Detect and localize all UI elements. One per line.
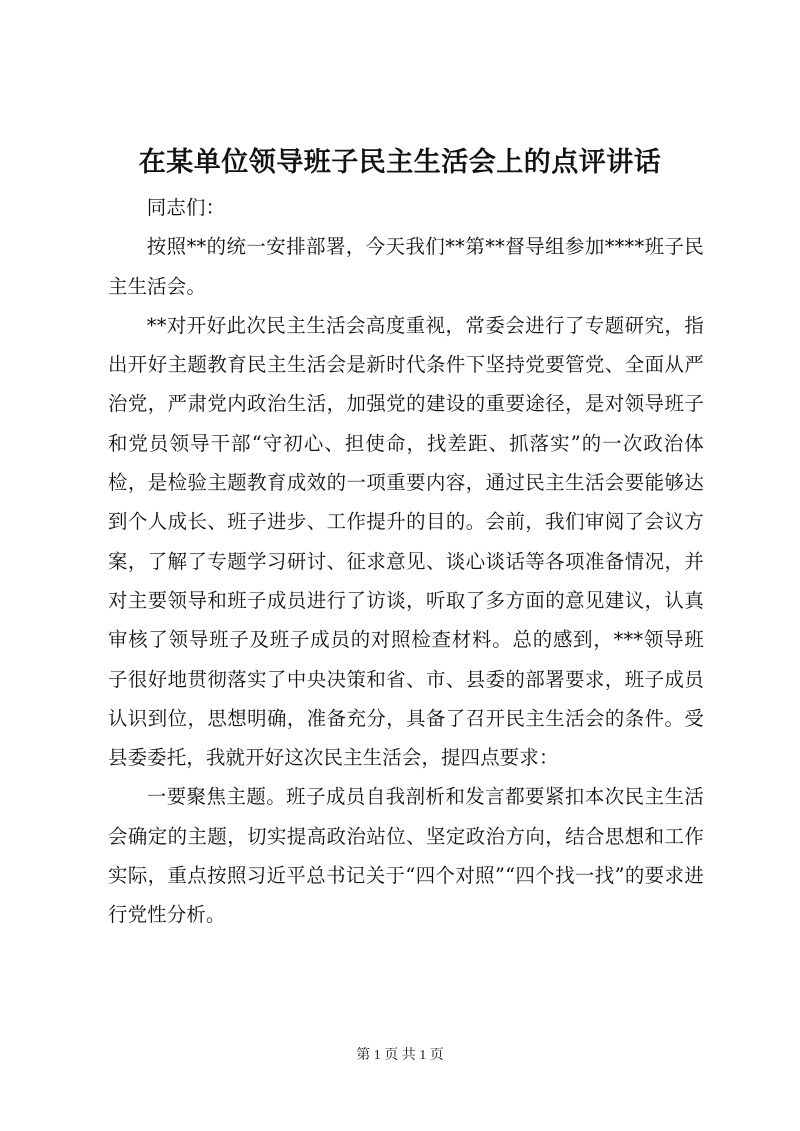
paragraph-requirement-one: 一要聚焦主题。班子成员自我剖析和发言都要紧扣本次民主生活会确定的主题，切实提高政治站位、坚定政治方向，结合思想和工作实际，重点按照习近平总书记关于“四个对照”“四个找一找”的要求进行党性分析。 — [108, 785, 704, 927]
document-title: 在某单位领导班子民主生活会上的点评讲话 — [138, 147, 662, 178]
page-footer: 第 1 页 共 1 页 — [356, 1048, 444, 1063]
greeting-paragraph: 同志们： — [146, 196, 226, 219]
paragraph-overview: **对开好此次民主生活会高度重视，常委会进行了专题研究，指出开好主题教育民主生活会是新时代条件下坚持党要管党、全面从严治党，严肃党内政治生活，加强党的建设的重要途径，是对领导班子和党员领导干部“守初心、担使命，找差距、抓落实”的一次政治体检，是检验主题教育成效的一项重要内容，通过民主生活会要能够达到个人成长、班子进步、工作提升的目的。会前，我们审阅了会议方案，了解了专题学习研讨、征求意见、谈心谈话等各项准备情况，并对主要领导和班子成员进行了访谈，听取了多方面的意见建议，认真审核了领导班子及班子成员的对照检查材料。总的感到，***领导班子很好地贯彻落实了中央决策和省、市、县委的部署要求，班子成员认识到位，思想明确，准备充分，具备了召开民主生活会的条件。受县委委托，我就开好这次民主生活会，提四点要求： — [108, 313, 704, 770]
paragraph-arrangement: 按照**的统一安排部署，今天我们**第**督导组参加****班子民主生活会。 — [108, 235, 704, 298]
document-body — [108, 188, 704, 935]
